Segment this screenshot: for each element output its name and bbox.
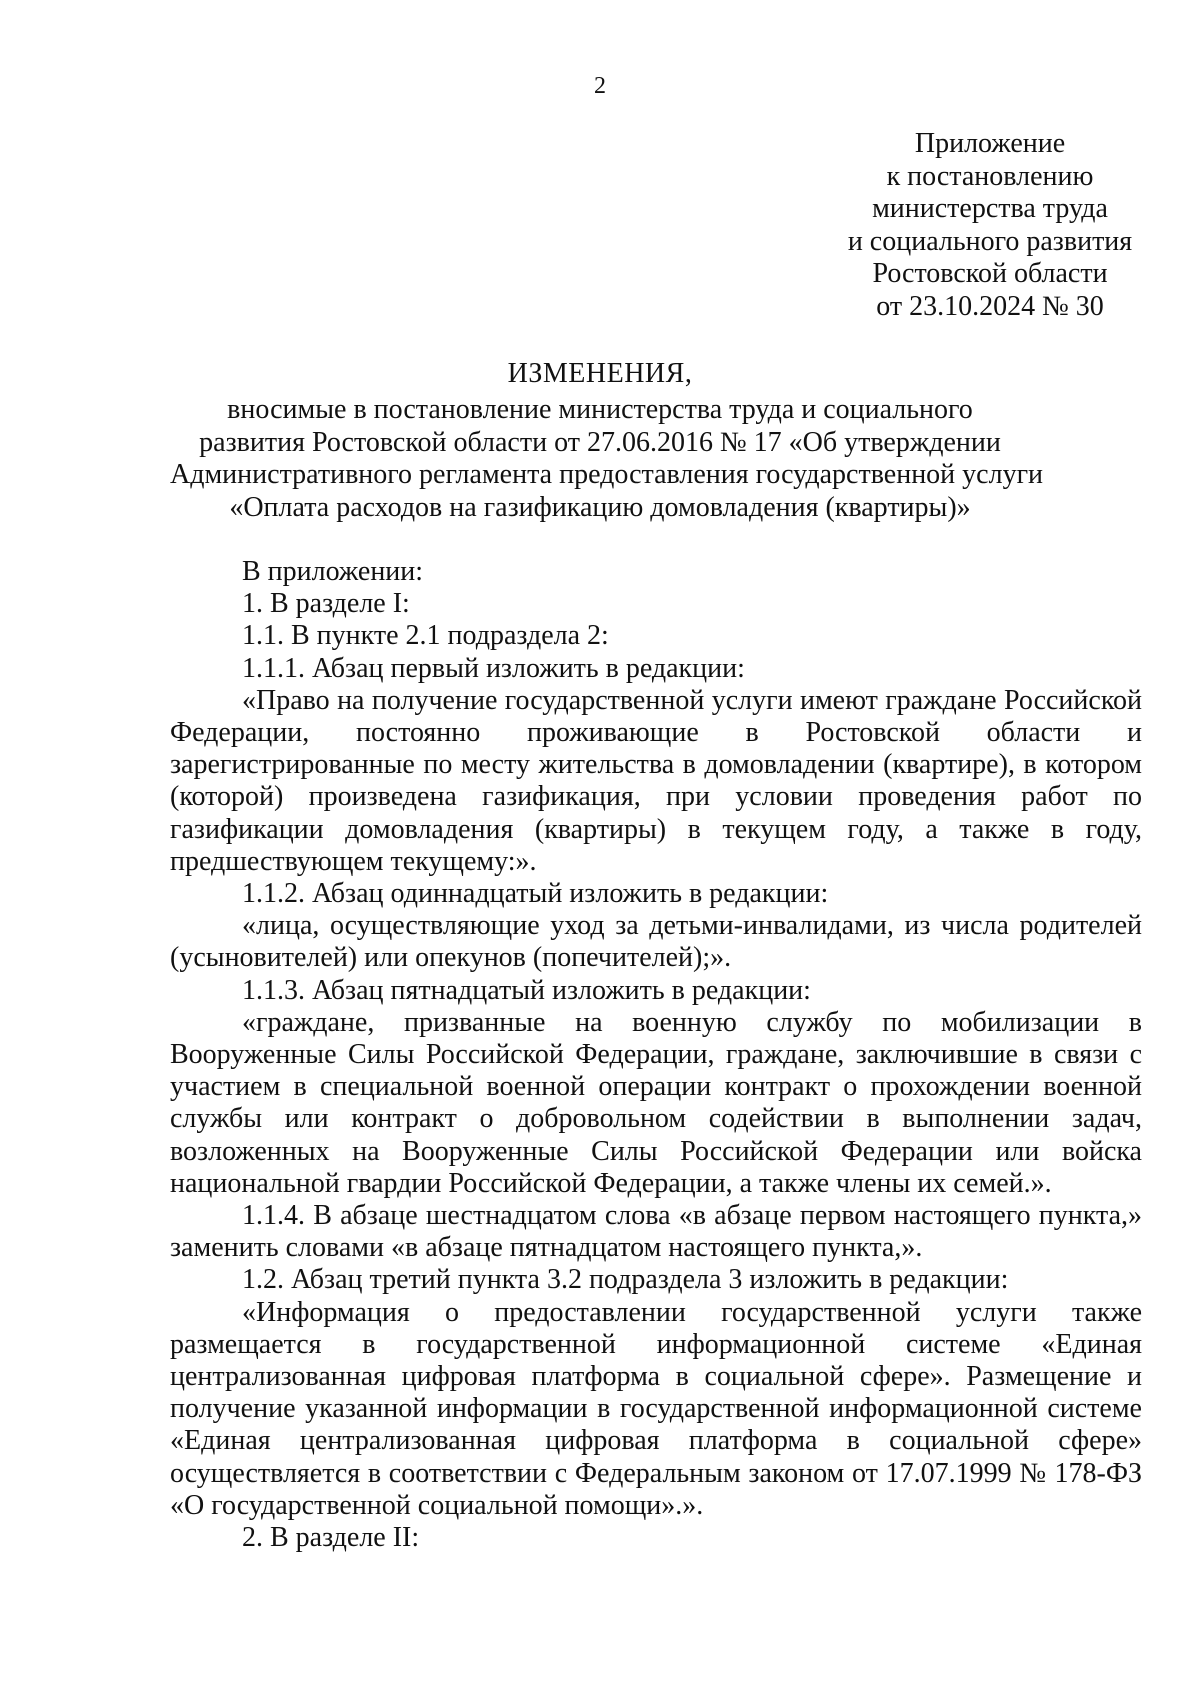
appendix-line: Ростовской области: [872, 258, 1108, 290]
paragraph: 1.1.3. Абзац пятнадцатый изложить в редакции:: [242, 974, 811, 1006]
paragraph: «Информация о предоставлении государственной услуги также размещается в государственной информационной системе «Единая централизованная цифровая платформа в социальной сфере». Размещение и получение указанной информации в государственной информационной системе «Единая централизованная цифровая платформа в социальной сфере» осуществляется в соответствии с Федеральным законом от 17.07.1999 № 178-ФЗ «О государственной социальной помощи».».: [170, 1296, 1142, 1521]
appendix-line: Приложение: [914, 128, 1066, 159]
appendix-line: от 23.10.2024 № 30: [876, 290, 1104, 322]
paragraph: «Право на получение государственной услуги имеют граждане Российской Федерации, постоянно проживающие в Ростовской области и зарегистрированные по месту жительства в домовладении (квартире), в котором (которой) произведена газификация, при условии проведения работ по газификации домовладения (квартиры) в текущем году, а также в году, предшествующем текущему:».: [170, 684, 1142, 877]
document-title: ИЗМЕНЕНИЯ,: [507, 358, 693, 389]
document-subtitle: [170, 394, 1044, 524]
paragraph: 1.1.1. Абзац первый изложить в редакции:: [242, 652, 745, 684]
paragraph: «лица, осуществляющие уход за детьми-инвалидами, из числа родителей (усыновителей) или опекунов (попечителей);».: [170, 910, 1142, 974]
subtitle-line: Административного регламента предоставления государственной услуги: [170, 459, 1044, 491]
paragraph: 1.1. В пункте 2.1 подраздела 2:: [242, 620, 609, 652]
subtitle-line: развития Ростовской области от 27.06.2016 № 17 «Об утверждении: [199, 426, 1001, 458]
paragraph: «граждане, призванные на военную службу по мобилизации в Вооруженные Силы Российской Федерации, граждане, заключившие в связи с участием в специальной военной операции контракт о прохождении военной службы или контракт о добровольном содействии в выполнении задач, возложенных на Вооруженные Силы Российской Федерации или войска национальной гвардии Российской Федерации, а также члены их семей.».: [170, 1006, 1142, 1199]
paragraph: 1.2. Абзац третий пункта 3.2 подраздела 3 изложить в редакции:: [242, 1264, 1009, 1296]
appendix-line: министерства труда: [872, 193, 1108, 225]
subtitle-line: «Оплата расходов на газификацию домовладения (квартиры)»: [229, 491, 971, 523]
appendix-line: и социального развития: [847, 225, 1133, 257]
page-number: 2: [594, 73, 606, 99]
appendix-line: к постановлению: [886, 160, 1094, 192]
paragraph: 1.1.2. Абзац одиннадцатый изложить в редакции:: [242, 878, 829, 910]
paragraph: 2. В разделе II:: [242, 1522, 420, 1554]
subtitle-line: вносимые в постановление министерства труда и социального: [227, 394, 973, 425]
paragraph: 1.1.4. В абзаце шестнадцатом слова «в абзаце первом настоящего пункта,» заменить словами «в абзаце пятнадцатом настоящего пункта,».: [170, 1200, 1142, 1264]
paragraph: 1. В разделе I:: [242, 588, 410, 620]
paragraph: В приложении:: [242, 556, 424, 587]
appendix-header: [790, 128, 1190, 324]
document-body: [170, 556, 1142, 1554]
